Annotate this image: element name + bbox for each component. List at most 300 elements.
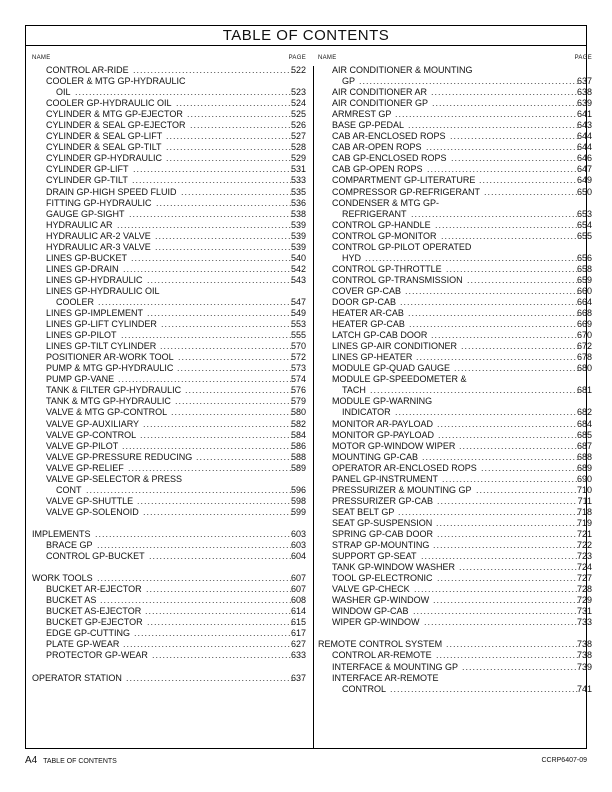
dot-leader: ............................ (196, 451, 295, 462)
toc-entry[interactable] (318, 463, 592, 474)
dot-leader: ................................................. (121, 330, 293, 341)
dot-leader: .......................................... (431, 87, 579, 98)
dot-leader: ............................................. (421, 551, 579, 562)
toc-entry-page: 670 (576, 330, 592, 341)
toc-entry-page: 738 (576, 650, 592, 661)
toc-entry-page: 738 (576, 639, 592, 650)
dot-leader: ....................................... (442, 473, 579, 484)
toc-entry-label: CONTROL GP-HANDLE (332, 219, 431, 230)
toc-entry[interactable] (318, 617, 592, 628)
dot-leader: .......................................... (147, 308, 295, 319)
toc-entry[interactable] (318, 374, 592, 385)
dot-leader: .............................................. (133, 164, 295, 175)
toc-entry[interactable] (318, 175, 592, 186)
toc-entry[interactable] (32, 639, 306, 650)
toc-entry-label: VALVE GP-SOLENOID (46, 506, 139, 517)
dot-leader: ................................................. (122, 440, 294, 451)
toc-entry-label: LINES GP-IMPLEMENT (46, 308, 144, 319)
toc-entry-page: 579 (290, 396, 306, 407)
toc-entry-label: MODULE GP-QUAD GAUGE (332, 363, 451, 374)
toc-entry-page: 584 (290, 429, 306, 440)
toc-entry[interactable] (32, 430, 306, 441)
dot-leader: ........................................................... (86, 484, 293, 495)
toc-entry[interactable] (32, 341, 306, 352)
toc-entry-page: 526 (290, 120, 306, 131)
dot-leader: .................................... (166, 153, 293, 164)
dot-leader: .................................... (166, 131, 293, 142)
toc-entry[interactable] (318, 562, 592, 573)
dot-leader: ............................................................... (359, 76, 580, 87)
toc-entry-label: CONTROL AR-RIDE (46, 65, 129, 75)
toc-entry-page: 741 (576, 683, 592, 694)
toc-entry[interactable] (318, 407, 592, 418)
toc-entry-label: CAB GP-ENCLOSED ROPS (332, 153, 447, 164)
toc-entry-label: VALVE GP-PILOT (46, 440, 119, 451)
toc-entry-page: 654 (576, 219, 592, 230)
toc-entry[interactable] (318, 153, 592, 164)
toc-entry-page: 598 (290, 495, 306, 506)
toc-entry-page: 527 (290, 131, 306, 142)
dot-leader: ............................................ (426, 142, 581, 153)
toc-entry[interactable] (32, 595, 306, 606)
toc-entry-label: FITTING GP-HYDRAULIC (46, 197, 152, 208)
toc-column-left (32, 47, 306, 684)
toc-entry[interactable] (32, 76, 306, 87)
dot-leader: ....................................... (441, 230, 578, 241)
toc-entry[interactable] (32, 187, 306, 198)
toc-entry[interactable] (32, 65, 306, 76)
toc-entry-page: 646 (576, 153, 592, 164)
dot-leader: ............................ (479, 175, 578, 186)
toc-entry[interactable] (318, 286, 592, 297)
toc-list-left (32, 65, 306, 684)
toc-entry[interactable] (318, 319, 592, 330)
toc-entry[interactable] (318, 142, 592, 153)
toc-entry-label: PUMP GP-VANE (46, 374, 115, 385)
toc-entry[interactable] (318, 385, 592, 396)
toc-entry-page: 542 (290, 263, 306, 274)
toc-entry-page: 711 (577, 495, 592, 506)
toc-entry[interactable] (318, 662, 592, 673)
dot-leader: ........................................................ (98, 296, 295, 307)
toc-entry[interactable] (318, 540, 592, 551)
toc-entry[interactable] (318, 65, 592, 76)
toc-entry[interactable] (318, 507, 592, 518)
toc-entry-page: 574 (290, 374, 306, 385)
toc-entry-label: ARMREST GP (332, 109, 392, 120)
toc-entry-page: 684 (576, 418, 592, 429)
toc-entry-page: 531 (290, 164, 306, 175)
dot-leader: ................................................. (408, 120, 580, 131)
dot-leader: ........................... (484, 186, 579, 197)
dot-leader: ........................................ (437, 495, 578, 506)
dot-leader: ........................................ (437, 528, 578, 539)
dot-leader: ....................................................... (100, 595, 293, 606)
toc-entry-label: TANK GP-WINDOW WASHER (332, 562, 455, 573)
toc-entry-label: CONTROL AR-REMOTE (332, 650, 432, 661)
footer-page-number: A4 (25, 755, 38, 766)
toc-entry[interactable] (32, 396, 306, 407)
toc-entry-page: 539 (290, 230, 306, 241)
toc-entry-page: 528 (290, 142, 306, 153)
toc-entry[interactable] (318, 419, 592, 430)
dot-leader: ........................................ (152, 650, 293, 661)
toc-entry[interactable] (318, 474, 592, 485)
toc-entry[interactable] (318, 441, 592, 452)
footer-doc-id: CCRP6407-09 (541, 757, 587, 764)
toc-entry[interactable] (318, 220, 592, 231)
toc-entry[interactable] (32, 164, 306, 175)
toc-entry-page: 617 (290, 628, 306, 639)
toc-entry-label: AIR CONDITIONER & MOUNTING (332, 65, 473, 75)
toc-entry[interactable] (32, 496, 306, 507)
toc-entry[interactable] (318, 584, 592, 595)
toc-entry-page: 685 (576, 429, 592, 440)
toc-frame (25, 25, 592, 749)
toc-entry-label: REFRIGERANT (342, 208, 407, 219)
dot-leader: .............................................. (131, 252, 293, 263)
dot-leader: .............................................................. (75, 87, 293, 98)
toc-entry-page: 669 (576, 319, 592, 330)
column-divider (313, 66, 314, 748)
dot-leader: ................................. (176, 98, 292, 109)
toc-entry-page: 596 (290, 484, 306, 495)
toc-entry-label: WORK TOOLS (32, 573, 93, 584)
dot-leader: .......................................... (431, 330, 579, 341)
toc-entry-label: WASHER GP-WINDOW (332, 595, 430, 606)
toc-entry[interactable] (32, 319, 306, 330)
toc-entry-page: 572 (290, 352, 306, 363)
toc-entry[interactable] (32, 109, 306, 120)
toc-section-entry[interactable] (32, 529, 306, 540)
toc-entry-page: 539 (290, 219, 306, 230)
toc-entry-page: 573 (290, 363, 306, 374)
toc-entry-page: 658 (576, 263, 592, 274)
toc-entry-page: 637 (290, 672, 306, 683)
toc-entry-label: INTERFACE & MOUNTING GP (332, 661, 459, 672)
toc-section-entry[interactable] (32, 573, 306, 584)
toc-entry[interactable] (32, 374, 306, 385)
toc-entry-page: 678 (576, 352, 592, 363)
toc-entry[interactable] (32, 87, 306, 98)
toc-entry-page: 655 (576, 230, 592, 241)
toc-entry-label: VALVE GP-CONTROL (46, 429, 137, 440)
toc-entry[interactable] (32, 308, 306, 319)
toc-entry-page: 723 (576, 551, 592, 562)
name-header: NAME (318, 55, 337, 61)
page-header: PAGE (574, 55, 592, 61)
toc-entry-page: 724 (576, 562, 592, 573)
toc-entry[interactable] (318, 131, 592, 142)
toc-entry-label: HYDRAULIC AR (46, 219, 113, 230)
dot-leader: .......................................... (432, 98, 580, 109)
toc-entry[interactable] (32, 606, 306, 617)
toc-entry-label: TACH (342, 385, 366, 396)
toc-entry-page: 729 (576, 595, 592, 606)
toc-entry[interactable] (318, 120, 592, 131)
dot-leader: ....................................... (156, 197, 293, 208)
toc-entry[interactable] (318, 87, 592, 98)
dot-leader: ........................................................ (97, 540, 294, 551)
toc-entry-page: 718 (576, 506, 592, 517)
name-header: NAME (32, 55, 51, 61)
dot-leader: .................................................... (395, 109, 578, 120)
toc-entry[interactable] (32, 584, 306, 595)
toc-entry[interactable] (318, 109, 592, 120)
toc-entry[interactable] (318, 209, 592, 220)
toc-entry-page: 647 (576, 164, 592, 175)
toc-entry[interactable] (32, 242, 306, 253)
toc-entry-page: 538 (290, 208, 306, 219)
toc-entry-label: CAB AR-OPEN ROPS (332, 142, 422, 153)
toc-entry-page: 637 (576, 76, 592, 87)
toc-entry-label: CAB GP-OPEN ROPS (332, 164, 423, 175)
toc-entry[interactable] (318, 308, 592, 319)
toc-entry[interactable] (32, 452, 306, 463)
toc-entry[interactable] (318, 673, 592, 684)
toc-entry-page: 607 (290, 584, 306, 595)
toc-spacer (318, 628, 592, 639)
toc-entry[interactable] (318, 164, 592, 175)
toc-entry-page: 536 (290, 197, 306, 208)
dot-leader: ......................................... (436, 650, 580, 661)
toc-entry-label: DOOR GP-CAB (332, 296, 397, 307)
toc-entry[interactable] (32, 231, 306, 242)
toc-entry-page: 533 (290, 175, 306, 186)
toc-entry-page: 727 (576, 573, 592, 584)
dot-leader: ................................... (171, 407, 294, 418)
toc-entry[interactable] (32, 175, 306, 186)
dot-leader: .............................. (187, 109, 293, 120)
toc-entry[interactable] (318, 98, 592, 109)
dot-leader: .......................................... (147, 274, 295, 285)
toc-entry-page: 682 (576, 407, 592, 418)
dot-leader: ............................................ (424, 617, 579, 628)
toc-entry-label: INDICATOR (342, 407, 391, 418)
dot-leader: ................................ (467, 274, 580, 285)
toc-entry-label: TANK & FILTER GP-HYDRAULIC (46, 385, 182, 396)
dot-leader: ...................................................... (390, 683, 580, 694)
toc-entry[interactable] (32, 419, 306, 430)
toc-entry[interactable] (318, 275, 592, 286)
toc-entry-label: PANEL GP-INSTRUMENT (332, 473, 439, 484)
dot-leader: .......................................... (146, 584, 294, 595)
toc-entry[interactable] (32, 352, 306, 363)
toc-entry-page: 650 (576, 186, 592, 197)
toc-section-entry[interactable] (32, 673, 306, 684)
toc-entry-label: HYDRAULIC AR-3 VALVE (46, 241, 151, 252)
toc-entry[interactable] (318, 297, 592, 308)
toc-entry-label: LINES GP-HYDRAULIC (46, 274, 143, 285)
toc-entry-page: 580 (290, 407, 306, 418)
toc-entry[interactable] (318, 529, 592, 540)
toc-entry-label: CAB AR-ENCLOSED ROPS (332, 131, 446, 142)
toc-entry-label: PRESSURIZER & MOUNTING GP (332, 484, 472, 495)
dot-leader: ................................................ (123, 263, 292, 274)
toc-entry[interactable] (32, 120, 306, 131)
dot-leader: .................................................. (405, 285, 581, 296)
toc-entry[interactable] (32, 363, 306, 374)
toc-spacer (32, 518, 306, 529)
toc-entry[interactable] (32, 275, 306, 286)
toc-entry[interactable] (318, 330, 592, 341)
toc-entry[interactable] (32, 551, 306, 562)
toc-entry-page: 719 (576, 517, 592, 528)
toc-entry-page: 644 (576, 142, 592, 153)
toc-entry[interactable] (32, 628, 306, 639)
dot-leader: ....................................... (155, 230, 292, 241)
toc-entry-label: SUPPORT GP-SEAT (332, 551, 417, 562)
toc-entry-label: VALVE GP-PRESSURE REDUCING (46, 451, 193, 462)
toc-entry-page: 639 (576, 98, 592, 109)
toc-entry[interactable] (32, 286, 306, 297)
toc-entry-label: LINES GP-DRAIN (46, 263, 119, 274)
toc-section-entry[interactable] (318, 639, 592, 650)
toc-entry[interactable] (318, 573, 592, 584)
toc-entry-label: VALVE GP-RELIEF (46, 462, 124, 473)
toc-entry[interactable] (32, 198, 306, 209)
toc-entry[interactable] (32, 540, 306, 551)
toc-entry[interactable] (318, 430, 592, 441)
toc-spacer (32, 662, 306, 673)
toc-entry[interactable] (32, 507, 306, 518)
toc-entry-page: 576 (290, 385, 306, 396)
toc-entry[interactable] (32, 142, 306, 153)
toc-entry-label: GAUGE GP-SIGHT (46, 208, 125, 219)
toc-entry[interactable] (318, 606, 592, 617)
toc-entry-label: VALVE GP-AUXILIARY (46, 418, 140, 429)
toc-entry-label: SPRING GP-CAB DOOR (332, 528, 434, 539)
toc-entry[interactable] (32, 474, 306, 485)
dot-leader: ..................................... (450, 131, 580, 142)
toc-entry[interactable] (32, 297, 306, 308)
toc-entry-page: 641 (576, 109, 592, 120)
dot-leader: ...................................... (160, 341, 294, 352)
toc-entry[interactable] (318, 595, 592, 606)
toc-entry-page: 539 (290, 241, 306, 252)
toc-entry[interactable] (32, 463, 306, 474)
toc-entry-label: POSITIONER AR-WORK TOOL (46, 352, 174, 363)
toc-entry[interactable] (318, 518, 592, 529)
toc-entry-page: 603 (290, 540, 306, 551)
toc-entry-page: 643 (576, 120, 592, 131)
toc-entry-page: 710 (576, 484, 592, 495)
toc-entry[interactable] (318, 485, 592, 496)
toc-entry-label: IMPLEMENTS (32, 528, 91, 539)
toc-entry-label: INTERFACE AR-REMOTE (332, 672, 439, 683)
dot-leader: ................................. (462, 661, 578, 672)
toc-entry[interactable] (32, 485, 306, 496)
toc-entry-page: 681 (576, 385, 592, 396)
toc-entry-page: 649 (576, 175, 592, 186)
toc-entry[interactable] (318, 363, 592, 374)
toc-entry[interactable] (318, 231, 592, 242)
toc-entry[interactable] (32, 220, 306, 231)
toc-entry[interactable] (318, 396, 592, 407)
toc-entry[interactable] (32, 264, 306, 275)
toc-entry[interactable] (32, 98, 306, 109)
dot-leader: .................................................... (398, 506, 581, 517)
toc-entry-page: 733 (576, 617, 592, 628)
dot-leader: .............................................. (133, 65, 295, 75)
dot-leader: ............................................... (128, 462, 293, 473)
toc-entry[interactable] (32, 407, 306, 418)
dot-leader: .......................................... (433, 540, 581, 551)
toc-entry[interactable] (32, 650, 306, 661)
toc-entry[interactable] (32, 153, 306, 164)
toc-entry[interactable] (318, 352, 592, 363)
toc-entry-label: PRESSURIZER GP-CAB (332, 495, 434, 506)
toc-entry-page: 656 (576, 252, 592, 263)
toc-entry[interactable] (318, 496, 592, 507)
toc-entry[interactable] (318, 650, 592, 661)
toc-entry[interactable] (32, 131, 306, 142)
toc-entry-label: MODULE GP-SPEEDOMETER & (332, 374, 467, 385)
toc-entry[interactable] (318, 264, 592, 275)
toc-entry-label: COMPARTMENT GP-LITERATURE (332, 175, 476, 186)
toc-entry[interactable] (318, 187, 592, 198)
page-title: TABLE OF CONTENTS (26, 26, 586, 46)
toc-entry-label: CONTROL GP-THROTTLE (332, 263, 442, 274)
toc-entry-label: GP (342, 76, 356, 87)
dot-leader: .......................................... (147, 617, 295, 628)
toc-entry[interactable] (318, 76, 592, 87)
toc-entry-page: 614 (290, 606, 306, 617)
toc-entry[interactable] (318, 341, 592, 352)
dot-leader: ............................................. (422, 451, 580, 462)
toc-entry-label: CONTROL GP-TRANSMISSION (332, 274, 463, 285)
toc-entry-label: CONT (56, 484, 82, 495)
toc-entry[interactable] (32, 617, 306, 628)
toc-entry-page: 659 (576, 274, 592, 285)
toc-entry[interactable] (318, 242, 592, 253)
toc-entry[interactable] (32, 385, 306, 396)
toc-entry-label: MOUNTING GP-CAB (332, 451, 419, 462)
toc-entry[interactable] (318, 452, 592, 463)
toc-entry[interactable] (32, 253, 306, 264)
dot-leader: ............................................... (413, 606, 578, 617)
toc-entry-page: 722 (576, 540, 592, 551)
toc-entry[interactable] (318, 551, 592, 562)
toc-entry[interactable] (318, 198, 592, 209)
toc-entry[interactable] (318, 253, 592, 264)
toc-entry-label: MOTOR GP-WINDOW WIPER (332, 440, 456, 451)
toc-entry-label: SEAT GP-SUSPENSION (332, 517, 433, 528)
dot-leader: .......................................... (145, 606, 293, 617)
dot-leader: ................................ (181, 186, 294, 197)
toc-entry[interactable] (32, 330, 306, 341)
toc-entry-label: PROTECTOR GP-WEAR (46, 650, 148, 661)
dot-leader: ............................................................. (365, 252, 579, 263)
toc-entry-label: BUCKET GP-EJECTOR (46, 617, 143, 628)
toc-entry-label: LINES GP-TILT CYLINDER (46, 341, 157, 352)
toc-entry-label: MODULE GP-WARNING (332, 396, 433, 407)
toc-entry[interactable] (32, 441, 306, 452)
toc-entry-page: 690 (576, 473, 592, 484)
dot-leader: ............................................ (140, 429, 295, 440)
dot-leader: ................................................ (123, 639, 292, 650)
toc-entry-label: AIR CONDITIONER AR (332, 87, 428, 98)
toc-entry-page: 588 (290, 451, 306, 462)
dot-leader: .................................. (459, 562, 579, 573)
toc-entry[interactable] (32, 209, 306, 220)
dot-leader: ......................................... (435, 219, 579, 230)
toc-entry[interactable] (318, 684, 592, 695)
toc-entry-label: WIPER GP-WINDOW (332, 617, 420, 628)
dot-leader: ............................................. (134, 628, 292, 639)
toc-list-right (318, 65, 592, 695)
toc-entry-label: COOLER (56, 296, 95, 307)
